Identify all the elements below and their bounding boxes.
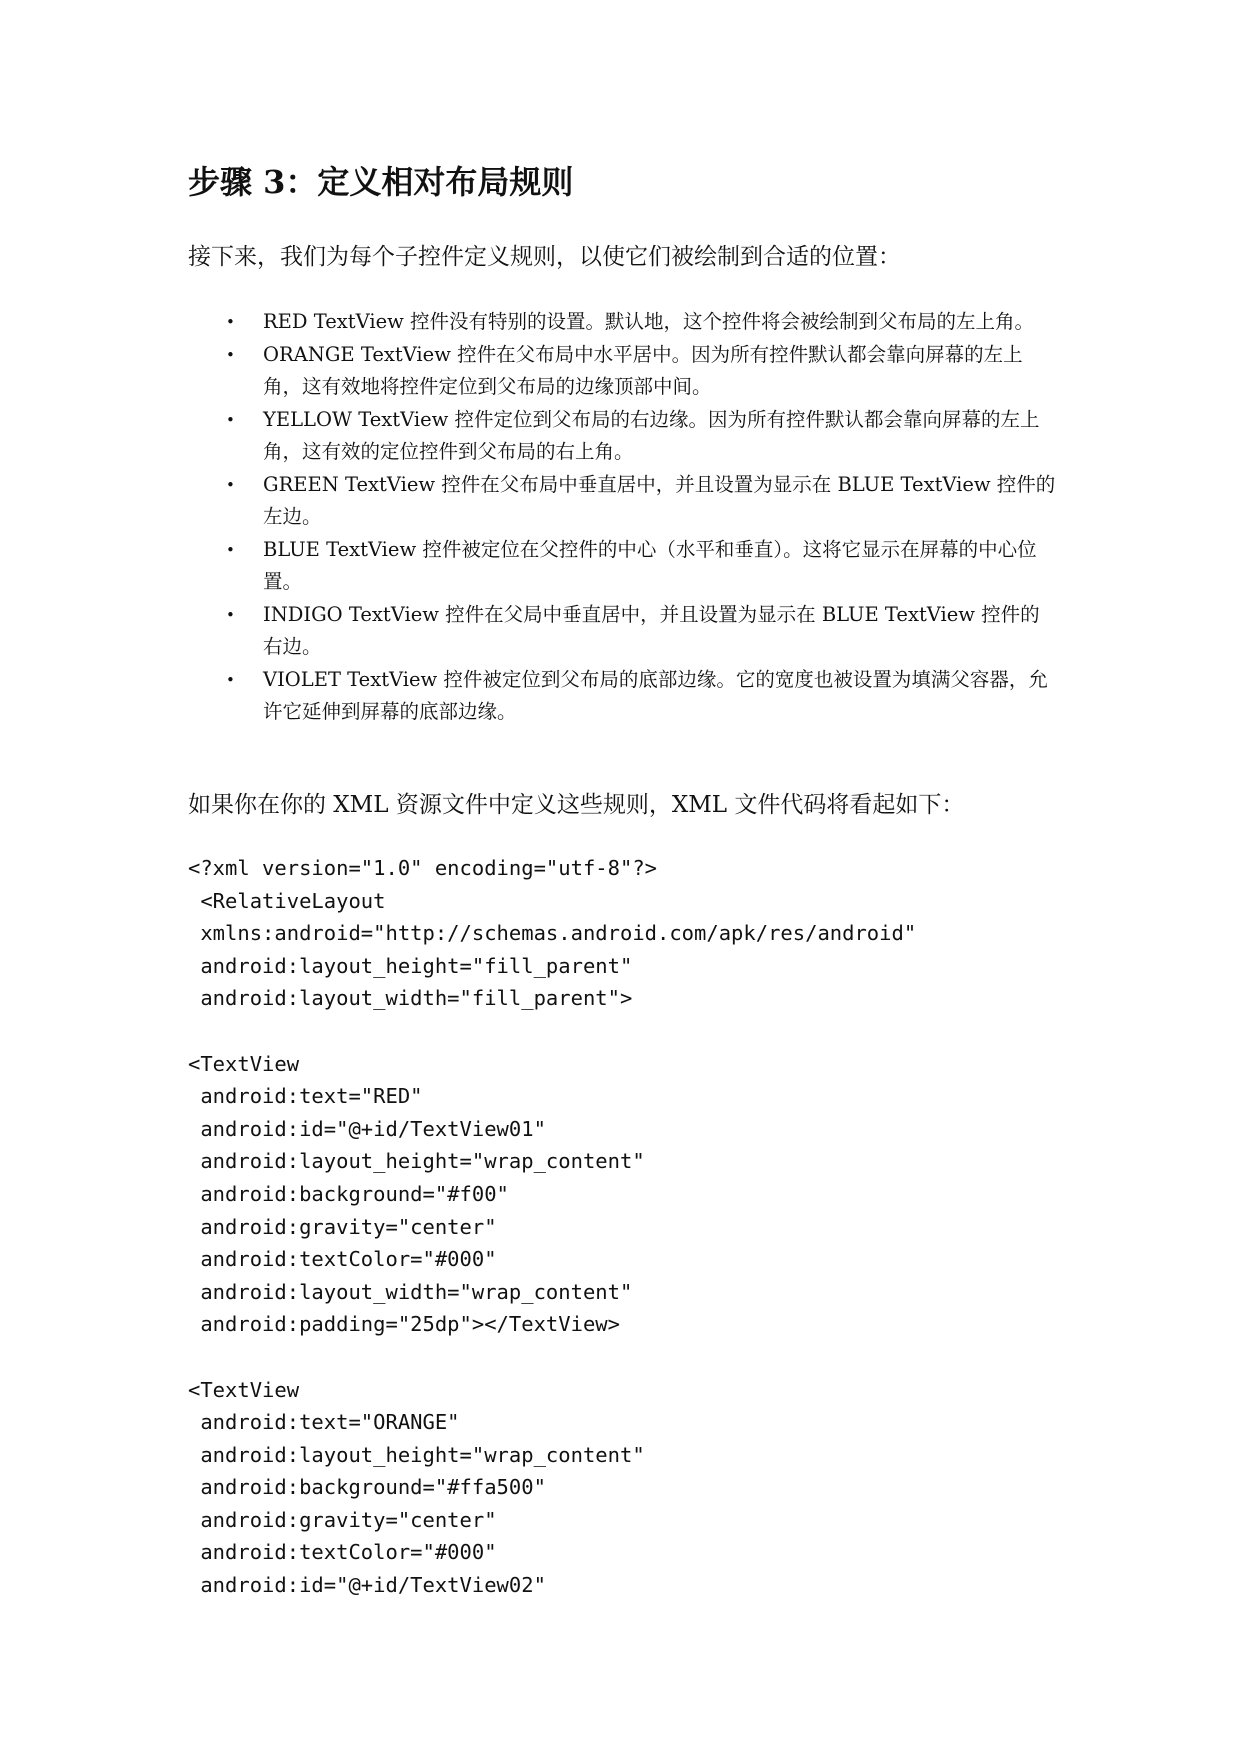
code-line: <TextView — [188, 1051, 300, 1076]
rule-text: BLUE TextView 控件被定位在父控件的中心（水平和垂直）。这将它显示在屏幕的中心位置。 — [263, 537, 1037, 593]
bullet-icon: • — [226, 345, 235, 364]
rule-item-red — [188, 306, 1058, 339]
code-line: android:textColor="#000" — [188, 1540, 497, 1565]
code-line: android:layout_height="wrap_content" — [188, 1442, 645, 1467]
code-line: android:gravity="center" — [188, 1507, 497, 1532]
xml-code-block — [188, 852, 916, 1602]
rule-item-indigo — [188, 599, 1058, 664]
bullet-icon: • — [226, 313, 235, 331]
bullet-icon: • — [226, 605, 235, 624]
rule-item-violet — [188, 664, 1058, 729]
rule-text: GREEN TextView 控件在父布局中垂直居中，并且设置为显示在 BLUE TextView 控件的左边。 — [263, 472, 1056, 528]
code-line — [188, 1015, 916, 1048]
code-line: android:layout_height="wrap_content" — [188, 1149, 645, 1174]
code-line: <?xml version="1.0" encoding="utf-8"?> — [188, 856, 657, 880]
code-line: android:id="@+id/TextView01" — [188, 1116, 546, 1141]
code-line: android:textColor="#000" — [188, 1247, 497, 1272]
bullet-icon: • — [226, 410, 235, 429]
rule-text: ORANGE TextView 控件在父布局中水平居中。因为所有控件默认都会靠向屏幕的左上角，这有效地将控件定位到父布局的边缘顶部中间。 — [263, 342, 1023, 398]
code-line: <TextView — [188, 1377, 300, 1402]
code-line: android:background="#ffa500" — [188, 1475, 546, 1500]
code-line: android:text="ORANGE" — [188, 1410, 460, 1435]
rule-text: RED TextView 控件没有特别的设置。默认地，这个控件将会被绘制到父布局的左上角。 — [263, 310, 1035, 333]
rule-item-blue — [188, 534, 1058, 599]
code-line: android:layout_width="fill_parent"> — [188, 986, 633, 1011]
code-line: xmlns:android="http://schemas.android.com/apk/res/android" — [188, 921, 917, 946]
code-line: <RelativeLayout — [188, 888, 386, 913]
section-heading: 步骤 3：定义相对布局规则 — [188, 163, 574, 201]
code-line: android:id="@+id/TextView02" — [188, 1573, 546, 1598]
rule-item-yellow — [188, 404, 1058, 469]
code-line — [188, 1341, 916, 1374]
code-line: android:layout_height="fill_parent" — [188, 953, 633, 978]
rules-list — [188, 306, 1058, 729]
rule-text: INDIGO TextView 控件在父局中垂直居中，并且设置为显示在 BLUE TextView 控件的右边。 — [263, 602, 1040, 658]
rule-item-green — [188, 469, 1058, 534]
rule-text: VIOLET TextView 控件被定位到父布局的底部边缘。它的宽度也被设置为填满父容器，允许它延伸到屏幕的底部边缘。 — [263, 667, 1048, 723]
code-line: android:gravity="center" — [188, 1214, 497, 1239]
bullet-icon: • — [226, 475, 235, 494]
code-line: android:text="RED" — [188, 1084, 423, 1109]
rule-item-orange — [188, 339, 1058, 404]
code-line: android:background="#f00" — [188, 1181, 509, 1206]
code-intro-paragraph: 如果你在你的 XML 资源文件中定义这些规则，XML 文件代码将看起如下： — [188, 792, 965, 818]
bullet-icon: • — [226, 670, 235, 689]
intro-paragraph: 接下来，我们为每个子控件定义规则，以使它们被绘制到合适的位置： — [188, 244, 901, 270]
rule-text: YELLOW TextView 控件定位到父布局的右边缘。因为所有控件默认都会靠向屏幕的左上角，这有效的定位控件到父布局的右上角。 — [263, 407, 1040, 463]
code-line: android:padding="25dp"></TextView> — [188, 1312, 620, 1337]
code-line: android:layout_width="wrap_content" — [188, 1279, 633, 1304]
bullet-icon: • — [226, 540, 235, 559]
